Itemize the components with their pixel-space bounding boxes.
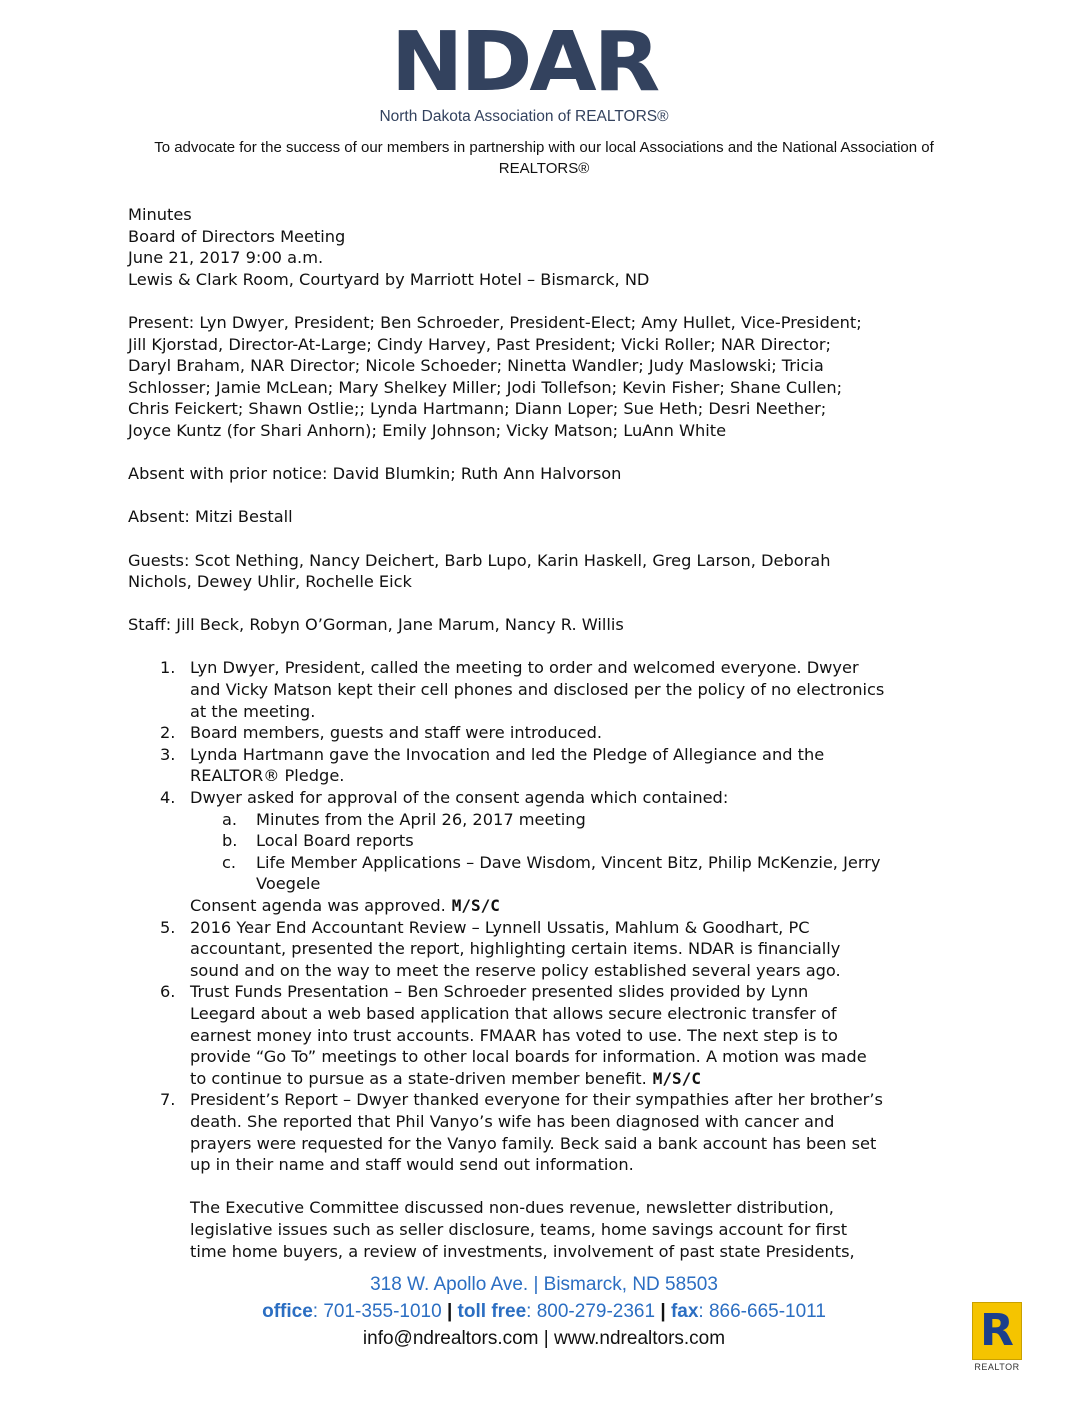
staff-list: Staff: Jill Beck, Robyn O’Gorman, Jane Marum, Nancy R. Willis bbox=[128, 615, 624, 635]
guests-line: Guests: Scot Nething, Nancy Deichert, Barb Lupo, Karin Haskell, Greg Larson, Deborah bbox=[128, 550, 831, 570]
fax-number: 866-665-1011 bbox=[708, 1301, 826, 1322]
guests-list bbox=[128, 550, 968, 593]
office-label: office bbox=[262, 1301, 313, 1322]
item-line: REALTOR® Pledge. bbox=[190, 766, 345, 786]
agenda-item bbox=[128, 722, 968, 744]
present-line: Schlosser; Jamie McLean; Mary Shelkey Miller; Jodi Tollefson; Kevin Fisher; Shane Cullen; bbox=[128, 377, 843, 397]
item-number: 5. bbox=[160, 917, 176, 937]
agenda-item bbox=[128, 1089, 968, 1262]
mission-statement bbox=[100, 137, 988, 179]
realtor-logo bbox=[968, 1302, 1026, 1372]
item-line: President’s Report – Dwyer thanked everyone for their sympathies after her brother’s bbox=[190, 1090, 883, 1110]
present-line: Jill Kjorstad, Director-At-Large; Cindy Harvey, Past President; Vicki Roller; NAR Director; bbox=[128, 334, 831, 354]
office-phone: 701-355-1010 bbox=[323, 1301, 442, 1322]
present-line: Chris Feickert; Shawn Ostlie;; Lynda Hartmann; Diann Loper; Sue Heth; Desri Neether; bbox=[128, 399, 827, 419]
item-number: 7. bbox=[160, 1090, 176, 1110]
item-line: Dwyer asked for approval of the consent agenda which contained: bbox=[190, 788, 729, 808]
item-line: death. She reported that Phil Vanyo’s wife has been diagnosed with cancer and bbox=[190, 1111, 835, 1131]
item-line: and Vicky Matson kept their cell phones and disclosed per the policy of no electronics bbox=[190, 680, 885, 700]
absent-with-notice: Absent with prior notice: David Blumkin; Ruth Ann Halvorson bbox=[128, 464, 622, 484]
item-text: to continue to pursue as a state-driven member benefit. bbox=[190, 1068, 647, 1088]
absent: Absent: Mitzi Bestall bbox=[128, 507, 293, 527]
mission-line: To advocate for the success of our members in partnership with our local Associations and the National Association of bbox=[154, 139, 934, 156]
ndar-logo bbox=[372, 15, 676, 126]
guests-line: Nichols, Dewey Uhlir, Rochelle Eick bbox=[128, 572, 412, 592]
item-number: 6. bbox=[160, 982, 176, 1002]
item-line: Trust Funds Presentation – Ben Schroeder presented slides provided by Lynn bbox=[190, 982, 809, 1002]
item-line: time home buyers, a review of investments, involvement of past state Presidents, bbox=[190, 1241, 855, 1261]
consent-item bbox=[190, 830, 968, 852]
agenda-item bbox=[128, 744, 968, 787]
consent-item bbox=[190, 809, 968, 831]
item-number: 2. bbox=[160, 723, 176, 743]
consent-agenda-list bbox=[190, 809, 968, 895]
item-line: accountant, presented the report, highlighting certain items. NDAR is financially bbox=[190, 939, 841, 959]
agenda-items bbox=[128, 657, 968, 895]
agenda-item bbox=[128, 787, 968, 895]
item-line: up in their name and staff would send out information. bbox=[190, 1155, 634, 1175]
letterhead-footer bbox=[180, 1271, 908, 1352]
present-line: Daryl Braham, NAR Director; Nicole Schoeder; Ninetta Wandler; Judy Maslowski; Tricia bbox=[128, 356, 824, 376]
item-line: legislative issues such as seller disclosure, teams, home savings account for first bbox=[190, 1219, 848, 1239]
logo-wordmark: NDAR bbox=[390, 15, 658, 110]
footer-phones: office: 701-355-1010 | toll free: 800-279-2361 | fax: 866-665-1011 bbox=[262, 1301, 826, 1322]
tollfree-phone: 800-279-2361 bbox=[536, 1301, 656, 1322]
footer-website[interactable]: www.ndrealtors.com bbox=[554, 1328, 726, 1349]
doc-type: Minutes bbox=[128, 205, 192, 224]
item-line: Lyn Dwyer, President, called the meeting to order and welcomed everyone. Dwyer bbox=[190, 658, 859, 678]
item-line: at the meeting. bbox=[190, 701, 316, 721]
consent-line: Voegele bbox=[256, 874, 321, 894]
footer-email[interactable]: info@ndrealtors.com bbox=[362, 1328, 539, 1349]
item-line: prayers were requested for the Vanyo family. Beck said a bank account has been set bbox=[190, 1133, 877, 1153]
agenda-item bbox=[128, 917, 968, 982]
consent-approved-text: Consent agenda was approved. bbox=[190, 896, 446, 915]
minutes-body bbox=[128, 204, 968, 1262]
present-list bbox=[128, 312, 968, 442]
consent-line: Life Member Applications – Dave Wisdom, Vincent Bitz, Philip McKenzie, Jerry bbox=[256, 852, 881, 872]
meeting-date: June 21, 2017 9:00 a.m. bbox=[128, 248, 324, 268]
consent-item bbox=[190, 852, 968, 895]
minutes-heading bbox=[128, 204, 968, 290]
item-line: Lynda Hartmann gave the Invocation and led the Pledge of Allegiance and the bbox=[190, 744, 825, 764]
item-number: 3. bbox=[160, 744, 176, 764]
agenda-items-continued bbox=[128, 917, 968, 1263]
consent-line: Local Board reports bbox=[256, 831, 414, 851]
realtor-r-icon: R bbox=[972, 1302, 1022, 1360]
fax-label: fax bbox=[670, 1301, 699, 1322]
logo-tagline: North Dakota Association of REALTORS® bbox=[379, 108, 669, 125]
footer-contact: info@ndrealtors.com | www.ndrealtors.com bbox=[362, 1328, 726, 1349]
meeting-location: Lewis & Clark Room, Courtyard by Marriott Hotel – Bismarck, ND bbox=[128, 269, 650, 289]
agenda-item bbox=[128, 981, 968, 1089]
mission-line: REALTORS® bbox=[498, 160, 590, 177]
item-number: 1. bbox=[160, 658, 176, 678]
consent-letter: b. bbox=[222, 831, 238, 851]
item-line: Leegard about a web based application that allows secure electronic transfer of bbox=[190, 1003, 837, 1023]
consent-line: Minutes from the April 26, 2017 meeting bbox=[256, 809, 586, 829]
consent-approved bbox=[128, 895, 968, 917]
footer-address: 318 W. Apollo Ave. | Bismarck, ND 58503 bbox=[370, 1274, 718, 1295]
item-line: earnest money into trust accounts. FMAAR has voted to use. The next step is to bbox=[190, 1025, 838, 1045]
meeting-name: Board of Directors Meeting bbox=[128, 226, 346, 246]
motion-seconded-carried: M/S/C bbox=[652, 1068, 701, 1088]
motion-seconded-carried: M/S/C bbox=[451, 896, 500, 915]
consent-letter: a. bbox=[222, 809, 238, 829]
item-line bbox=[190, 1068, 968, 1090]
present-line: Present: Lyn Dwyer, President; Ben Schroeder, President-Elect; Amy Hullet, Vice-President; bbox=[128, 312, 862, 332]
item-line: 2016 Year End Accountant Review – Lynnell Ussatis, Mahlum & Goodhart, PC bbox=[190, 917, 810, 937]
consent-letter: c. bbox=[222, 852, 237, 872]
item-line: sound and on the way to meet the reserve policy established several years ago. bbox=[190, 960, 841, 980]
item-line: The Executive Committee discussed non-dues revenue, newsletter distribution, bbox=[190, 1198, 834, 1218]
present-line: Joyce Kuntz (for Shari Anhorn); Emily Johnson; Vicky Matson; LuAnn White bbox=[128, 420, 727, 440]
item-line: provide “Go To” meetings to other local boards for information. A motion was made bbox=[190, 1047, 867, 1067]
agenda-item bbox=[128, 657, 968, 722]
item-line: Board members, guests and staff were introduced. bbox=[190, 723, 603, 743]
tollfree-label: toll free bbox=[457, 1301, 527, 1322]
realtor-label: REALTOR bbox=[974, 1362, 1020, 1372]
item-number: 4. bbox=[160, 788, 176, 808]
